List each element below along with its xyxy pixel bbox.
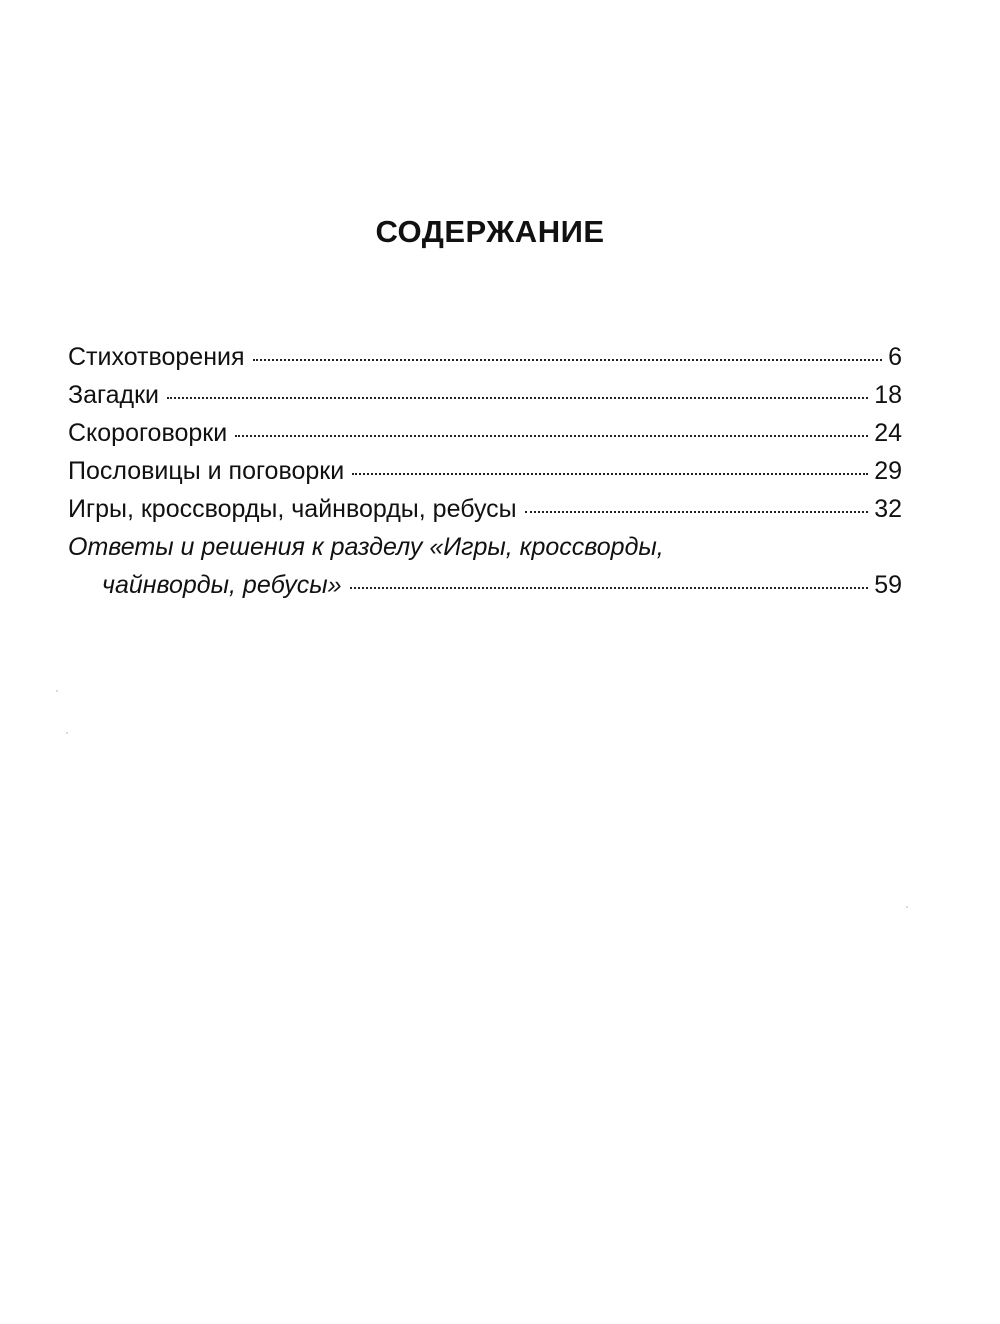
dot-leader (525, 511, 869, 513)
table-of-contents (68, 338, 902, 604)
toc-entry-page: 24 (874, 419, 902, 447)
toc-entry-label: Игры, кроссворды, чайнворды, ребусы (68, 495, 517, 523)
paper-speck (906, 906, 908, 908)
toc-entry-tongue-twisters (68, 414, 902, 452)
toc-entry-riddles (68, 376, 902, 414)
dot-leader (235, 435, 868, 437)
toc-entry-label: Стихотворения (68, 343, 245, 371)
page-title: СОДЕРЖАНИЕ (375, 214, 605, 249)
toc-entry-page: 29 (874, 457, 902, 485)
toc-entry-page: 6 (888, 343, 902, 371)
dot-leader (253, 359, 883, 361)
toc-entry-page: 32 (874, 495, 902, 523)
toc-entry-poems (68, 338, 902, 376)
paper-speck (66, 732, 68, 734)
toc-entry-page: 18 (874, 381, 902, 409)
toc-entry-label: Скороговорки (68, 419, 228, 447)
toc-entry-proverbs (68, 452, 902, 490)
dot-leader (167, 397, 868, 399)
toc-entry-page: 59 (874, 571, 902, 599)
toc-entry-answers-line-2 (68, 566, 902, 604)
toc-entry-label: чайнворды, ребусы» (102, 571, 342, 599)
toc-entry-games (68, 490, 902, 528)
paper-speck (56, 690, 58, 692)
toc-entry-label: Ответы и решения к разделу «Игры, кроссворды, (68, 533, 664, 561)
toc-entry-label: Загадки (68, 381, 159, 409)
dot-leader (352, 473, 868, 475)
toc-entry-label: Пословицы и поговорки (68, 457, 345, 485)
toc-entry-answers-line-1 (68, 528, 902, 566)
dot-leader (350, 587, 869, 589)
